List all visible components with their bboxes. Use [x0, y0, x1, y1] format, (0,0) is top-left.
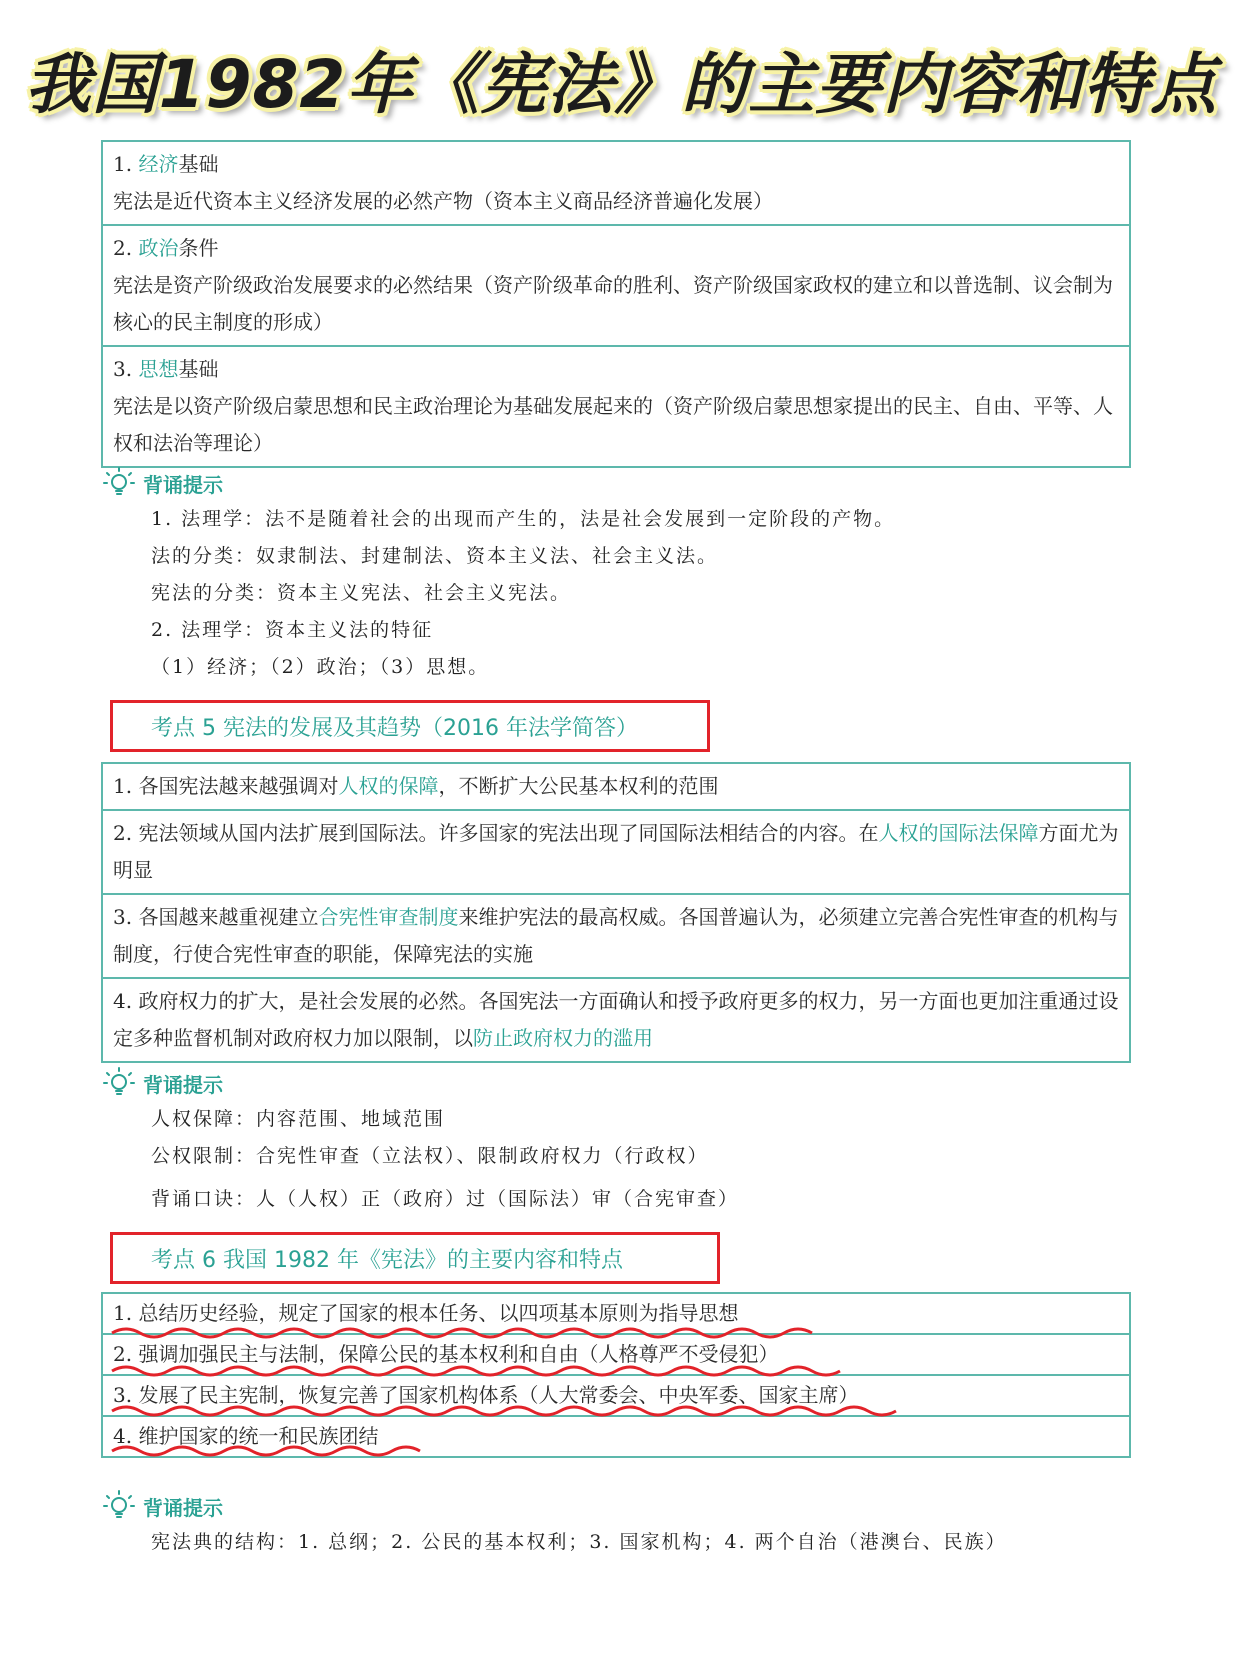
tip-line: 法的分类：奴隶制法、封建制法、资本主义法、社会主义法。 [151, 545, 719, 567]
table-row: 3. 各国越来越重视建立合宪性审查制度来维护宪法的最高权威。各国普遍认为，必须建立完善合宪性审查的机构与制度，行使合宪性审查的职能，保障宪法的实施 [103, 895, 1129, 979]
table-row: 4. 维护国家的统一和民族团结 [113, 1424, 379, 1448]
tip-line: 公权限制：合宪性审查（立法权）、限制政府权力（行政权） [151, 1145, 709, 1167]
section-6-header: 考点 6 我国 1982 年《宪法》的主要内容和特点 [110, 1232, 720, 1284]
tip-label: 背诵提示 [143, 472, 223, 497]
table-row: 4. 政府权力的扩大，是社会发展的必然。各国宪法一方面确认和授予政府更多的权力，另一方面也更加注重通过设定多种监督机制对政府权力加以限制，以防止政府权力的滥用 [113, 989, 1119, 1050]
recitation-tip-3 [101, 1488, 1131, 1561]
table-row: 1. 各国宪法越来越强调对人权的保障，不断扩大公民基本权利的范围 [103, 764, 1129, 811]
table-row: 3. 思想基础 宪法是以资产阶级启蒙思想和民主政治理论为基础发展起来的（资产阶级启蒙思想家提出的民主、自由、平等、人权和法治等理论） [113, 357, 1113, 455]
table-row: 1. 总结历史经验，规定了国家的根本任务、以四项基本原则为指导思想 [103, 1294, 1129, 1335]
table-row: 2. 政治条件 宪法是资产阶级政治发展要求的必然结果（资产阶级革命的胜利、资产阶级国家政权的建立和以普选制、议会制为核心的民主制度的形成） [103, 226, 1129, 347]
tip-line: 1. 法理学：法不是随着社会的出现而产生的，法是社会发展到一定阶段的产物。 [151, 508, 896, 530]
recitation-tip-2 [101, 1065, 1131, 1218]
table-row: 2. 宪法领域从国内法扩展到国际法。许多国家的宪法出现了同国际法相结合的内容。在人权的国际法保障方面尤为明显 [103, 811, 1129, 895]
lightbulb-icon [101, 1488, 137, 1524]
trends-table [101, 762, 1131, 1063]
tip-line: 背诵口诀：人（人权）正（政府）过（国际法）审（合宪审查） [151, 1188, 740, 1210]
lightbulb-icon [101, 465, 137, 501]
table-row: 2. 强调加强民主与法制，保障公民的基本权利和自由（人格尊严不受侵犯） [103, 1335, 1129, 1376]
tip-line: 2. 法理学：资本主义法的特征 [151, 619, 434, 641]
table-row: 3. 发展了民主宪制，恢复完善了国家机构体系（人大常委会、中央军委、国家主席） [103, 1376, 1129, 1417]
constitution-1982-table [101, 1292, 1131, 1458]
tip-label: 背诵提示 [143, 1072, 223, 1097]
page-title: 我国1982年《宪法》的主要内容和特点 [24, 46, 1218, 123]
origin-table [101, 140, 1131, 468]
tip-line: 宪法的分类：资本主义宪法、社会主义宪法。 [151, 582, 572, 604]
recitation-tip-1 [101, 465, 1131, 686]
section-5-header: 考点 5 宪法的发展及其趋势（2016 年法学简答） [110, 700, 710, 752]
tip-line: 宪法典的结构：1. 总纲；2. 公民的基本权利；3. 国家机构；4. 两个自治（港澳台、民族） [151, 1531, 1007, 1553]
tip-line: 人权保障：内容范围、地域范围 [151, 1108, 446, 1130]
tip-line: （1）经济；（2）政治；（3）思想。 [151, 656, 490, 678]
tip-label: 背诵提示 [143, 1495, 223, 1520]
table-row: 1. 经济基础 宪法是近代资本主义经济发展的必然产物（资本主义商品经济普遍化发展） [103, 142, 1129, 226]
title-banner [0, 30, 1242, 140]
lightbulb-icon [101, 1065, 137, 1101]
